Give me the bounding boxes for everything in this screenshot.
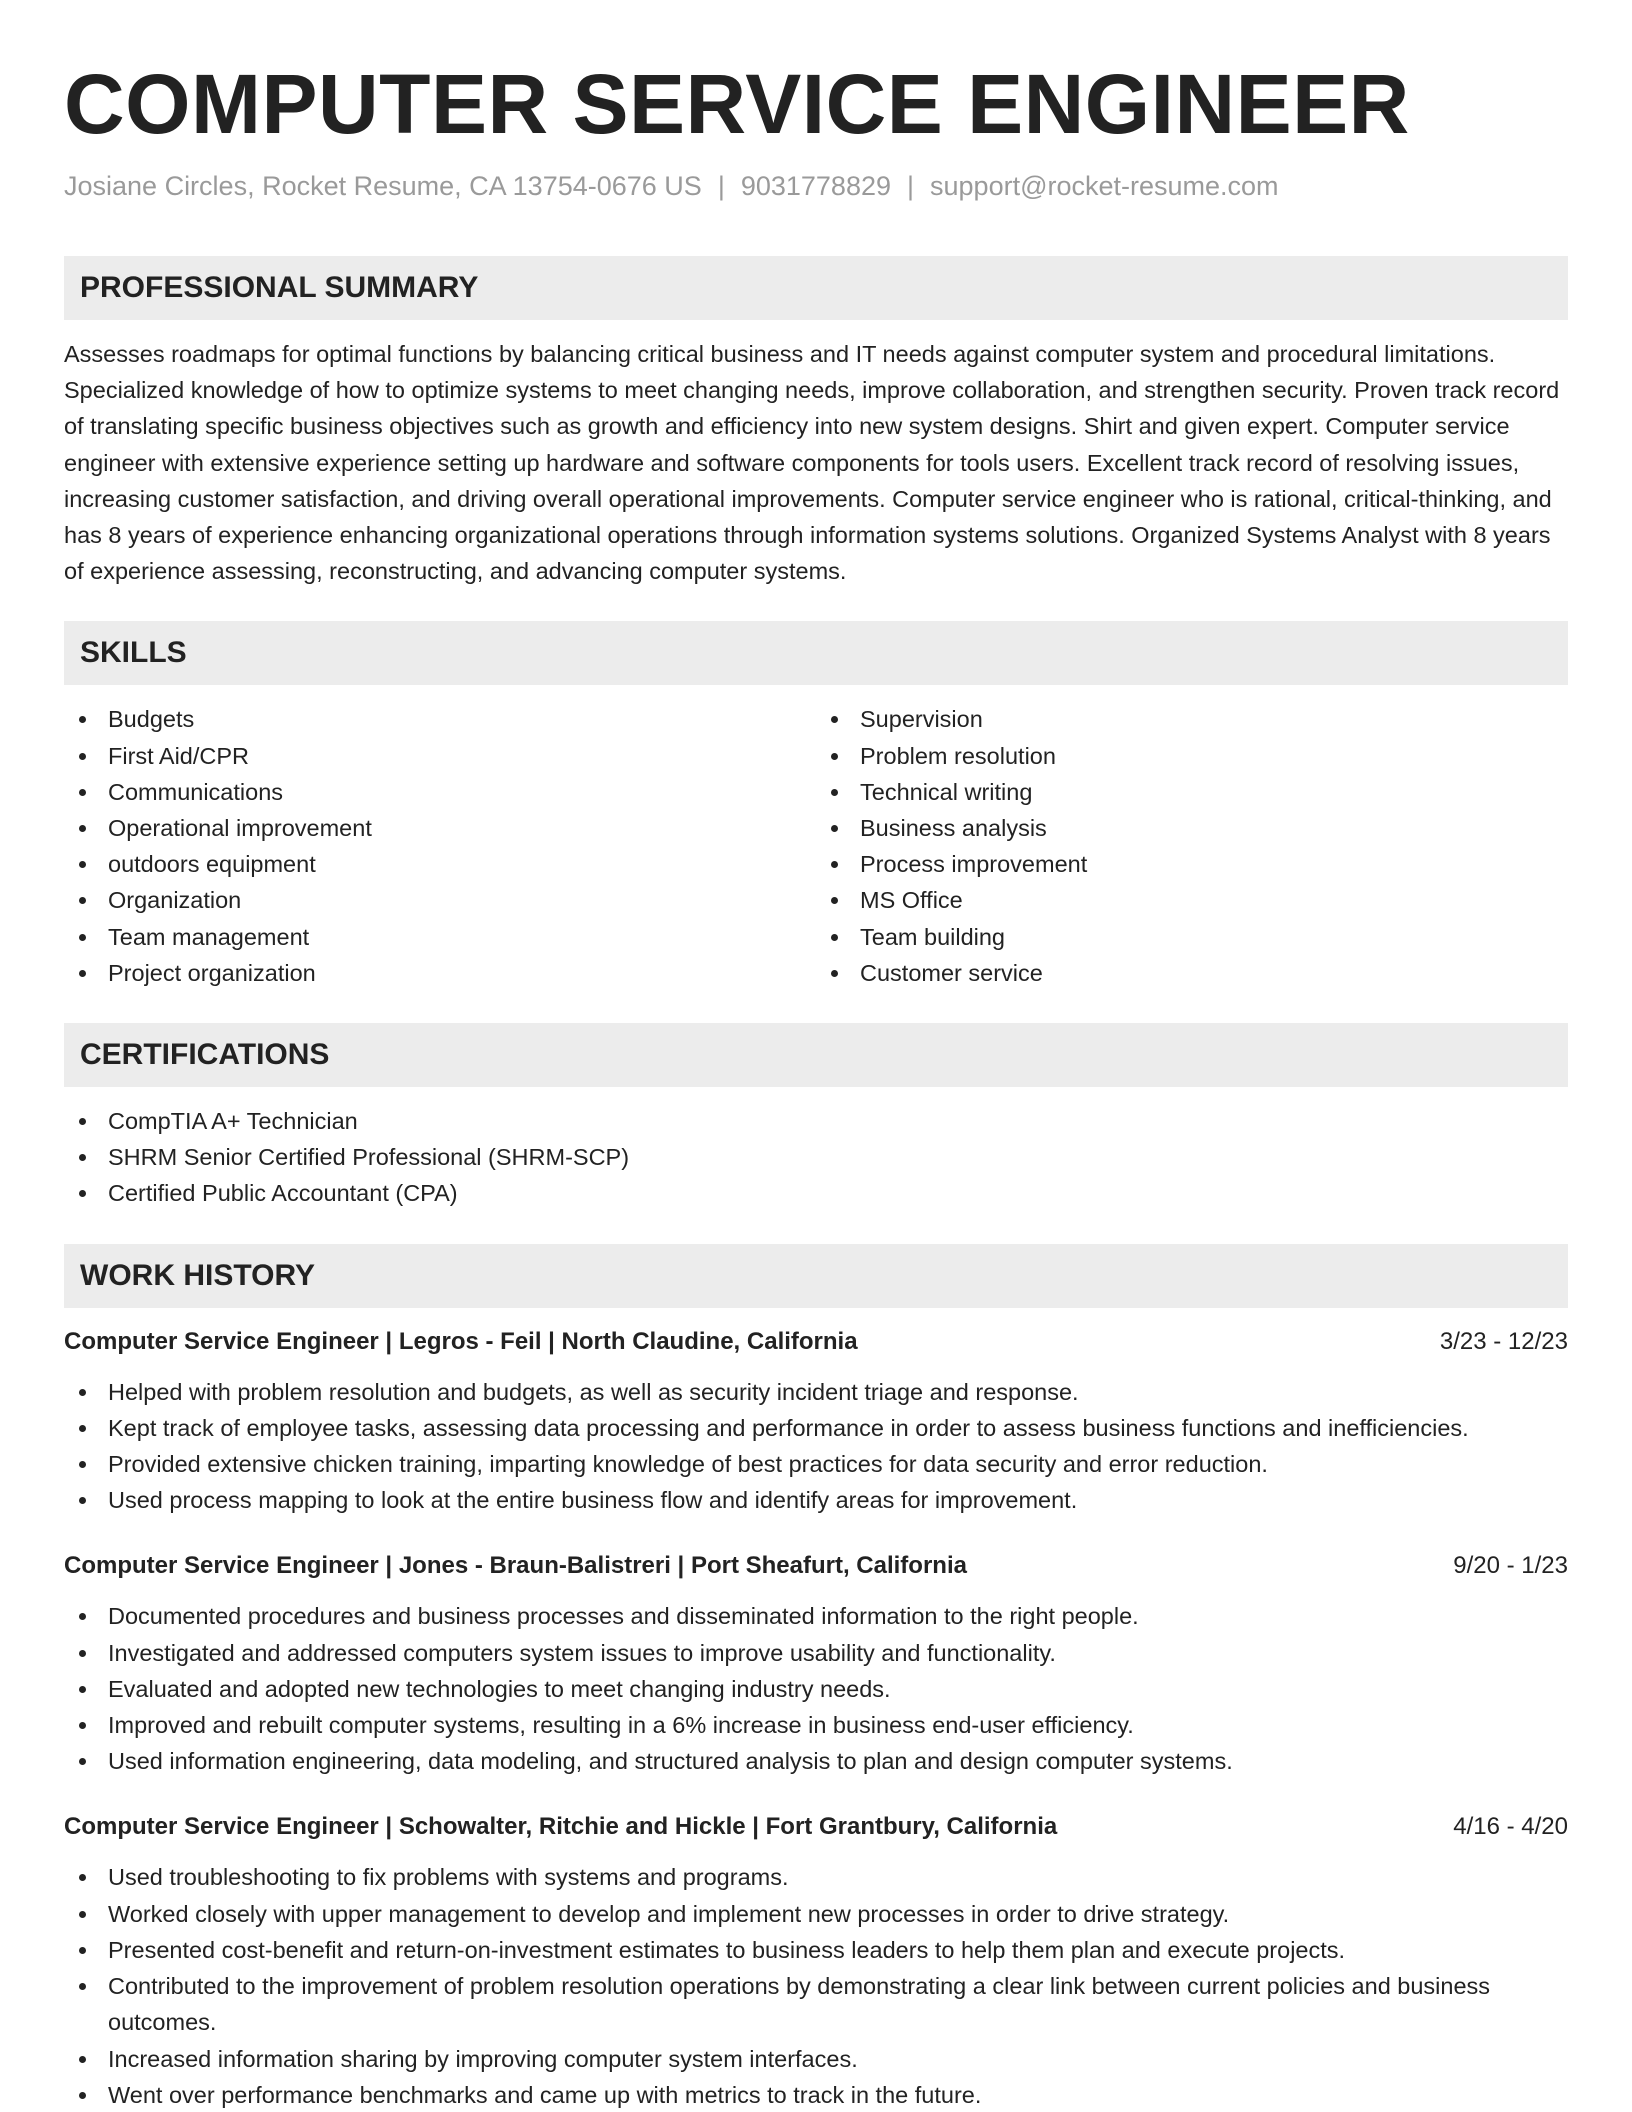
job-dates: 4/16 - 4/20 bbox=[1453, 1813, 1568, 1841]
section-header-work-history: WORK HISTORY bbox=[64, 1244, 1568, 1308]
certification-item: CompTIA A+ Technician bbox=[64, 1103, 1568, 1139]
job-title: Computer Service Engineer | Schowalter, Ritchie and Hickle | Fort Grantbury, California bbox=[64, 1813, 1058, 1841]
job-bullets bbox=[64, 1598, 1568, 1779]
skill-item: Business analysis bbox=[816, 810, 1568, 846]
skill-item: Supervision bbox=[816, 701, 1568, 737]
job-dates: 9/20 - 1/23 bbox=[1453, 1552, 1568, 1580]
job-bullet: Evaluated and adopted new technologies to meet changing industry needs. bbox=[64, 1671, 1568, 1707]
job-header bbox=[64, 1548, 1568, 1584]
job-header bbox=[64, 1324, 1568, 1360]
skill-item: Budgets bbox=[64, 701, 816, 737]
skills-list-right bbox=[816, 701, 1568, 991]
skill-item: Team management bbox=[64, 919, 816, 955]
job-bullet: Helped with problem resolution and budgets, as well as security incident triage and response. bbox=[64, 1374, 1568, 1410]
skill-item: MS Office bbox=[816, 882, 1568, 918]
certifications-list bbox=[64, 1103, 1568, 1212]
job-bullet: Worked closely with upper management to develop and implement new processes in order to drive strategy. bbox=[64, 1896, 1568, 1932]
resume-name: COMPUTER SERVICE ENGINEER bbox=[64, 57, 1410, 151]
job-bullets bbox=[64, 1374, 1568, 1519]
job-entry bbox=[64, 1324, 1568, 1519]
certification-item: Certified Public Accountant (CPA) bbox=[64, 1175, 1568, 1211]
skill-item: Team building bbox=[816, 919, 1568, 955]
job-bullet: Used troubleshooting to fix problems with systems and programs. bbox=[64, 1859, 1568, 1895]
skills-grid bbox=[64, 701, 1568, 991]
contact-separator: | bbox=[907, 171, 915, 201]
section-header-certifications: CERTIFICATIONS bbox=[64, 1023, 1568, 1087]
skills-list-left bbox=[64, 701, 816, 991]
job-bullet: Used information engineering, data modeling, and structured analysis to plan and design computer systems. bbox=[64, 1743, 1568, 1779]
skill-item: Technical writing bbox=[816, 774, 1568, 810]
contact-email: support@rocket-resume.com bbox=[930, 171, 1279, 201]
summary-text: Assesses roadmaps for optimal functions by balancing critical business and IT needs against computer system and procedural limitations. Specialized knowledge of how to optimize systems to meet changing needs, improve collaboration, and strengthen security. Proven track record of translating specific business objectives such as growth and efficiency into new system designs. Shirt and given expert. Computer service engineer with extensive experience setting up hardware and software components for tools users. Excellent track record of resolving issues, increasing customer satisfaction, and driving overall operational improvements. Computer service engineer who is rational, critical-thinking, and has 8 years of experience enhancing organizational operations through information systems solutions. Organized Systems Analyst with 8 years of experience assessing, reconstructing, and advancing computer systems. bbox=[64, 341, 1560, 585]
job-bullet: Used process mapping to look at the entire business flow and identify areas for improvement. bbox=[64, 1482, 1568, 1518]
contact-phone: 9031778829 bbox=[740, 171, 891, 201]
skill-item: Project organization bbox=[64, 955, 816, 991]
skill-item: Process improvement bbox=[816, 846, 1568, 882]
job-title: Computer Service Engineer | Jones - Braun-Balistreri | Port Sheafurt, California bbox=[64, 1552, 967, 1580]
skill-item: Communications bbox=[64, 774, 816, 810]
job-dates: 3/23 - 12/23 bbox=[1439, 1327, 1568, 1355]
section-header-skills: SKILLS bbox=[64, 621, 1568, 685]
job-bullet: Went over performance benchmarks and came up with metrics to track in the future. bbox=[64, 2077, 1568, 2112]
contact-separator: | bbox=[717, 171, 725, 201]
job-header bbox=[64, 1809, 1568, 1845]
job-entry bbox=[64, 1809, 1568, 2112]
job-bullet: Documented procedures and business processes and disseminated information to the right people. bbox=[64, 1598, 1568, 1634]
skill-item: Problem resolution bbox=[816, 738, 1568, 774]
job-bullet: Improved and rebuilt computer systems, resulting in a 6% increase in business end-user efficiency. bbox=[64, 1707, 1568, 1743]
job-bullet: Presented cost-benefit and return-on-investment estimates to business leaders to help them plan and execute projects. bbox=[64, 1932, 1568, 1968]
job-bullet: Increased information sharing by improving computer system interfaces. bbox=[64, 2041, 1568, 2077]
job-title: Computer Service Engineer | Legros - Feil | North Claudine, California bbox=[64, 1327, 858, 1355]
contact-line bbox=[64, 168, 1568, 204]
skill-item: Operational improvement bbox=[64, 810, 816, 846]
job-bullet: Provided extensive chicken training, imparting knowledge of best practices for data security and error reduction. bbox=[64, 1446, 1568, 1482]
job-entry bbox=[64, 1548, 1568, 1779]
skill-item: Customer service bbox=[816, 955, 1568, 991]
skill-item: outdoors equipment bbox=[64, 846, 816, 882]
section-header-summary: PROFESSIONAL SUMMARY bbox=[64, 256, 1568, 320]
job-bullet: Investigated and addressed computers system issues to improve usability and functionality. bbox=[64, 1635, 1568, 1671]
certification-item: SHRM Senior Certified Professional (SHRM-SCP) bbox=[64, 1139, 1568, 1175]
skill-item: First Aid/CPR bbox=[64, 738, 816, 774]
job-bullets bbox=[64, 1859, 1568, 2112]
skill-item: Organization bbox=[64, 882, 816, 918]
contact-address: Josiane Circles, Rocket Resume, CA 13754-0676 US bbox=[64, 171, 702, 201]
job-bullet: Contributed to the improvement of problem resolution operations by demonstrating a clear link between current policies and business outcomes. bbox=[64, 1968, 1568, 2040]
job-bullet: Kept track of employee tasks, assessing data processing and performance in order to assess business functions and inefficiencies. bbox=[64, 1410, 1568, 1446]
